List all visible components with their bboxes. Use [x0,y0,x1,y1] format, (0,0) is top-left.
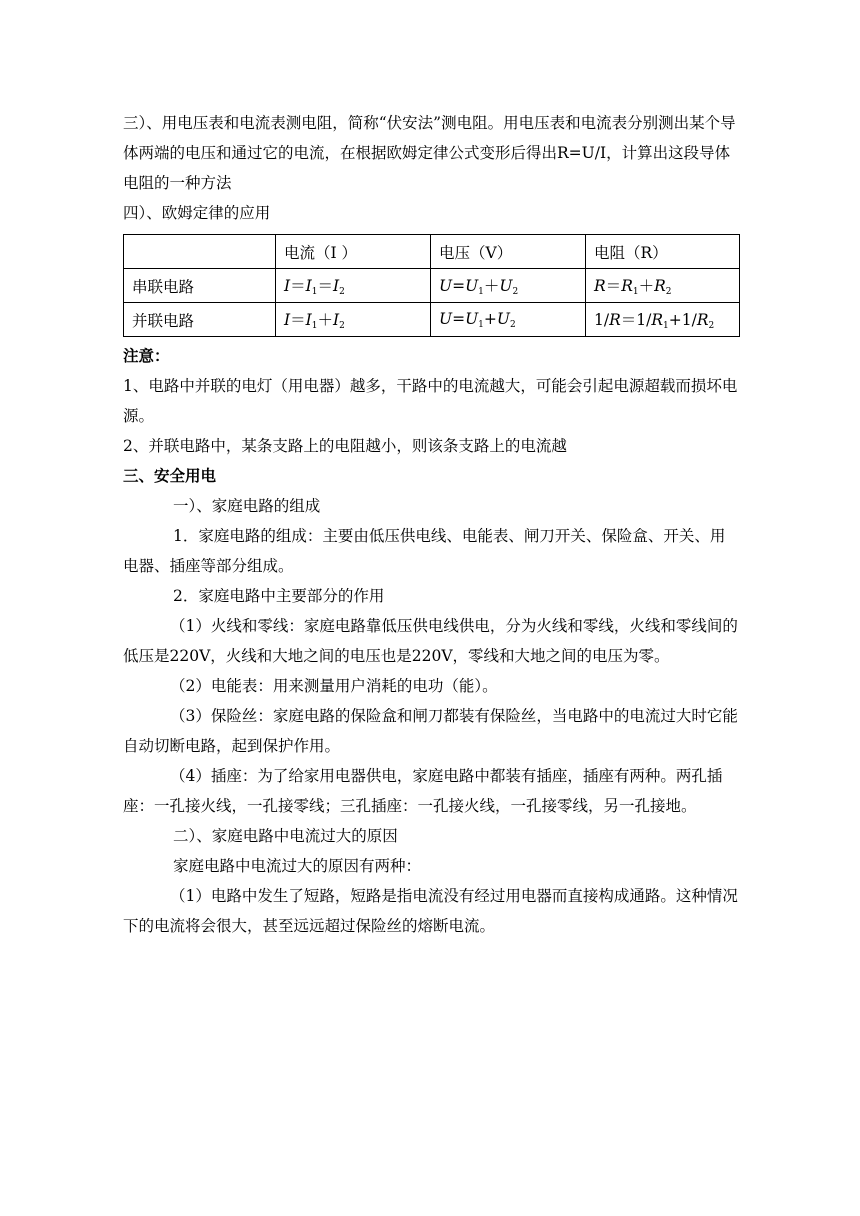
paragraph-circuit-composition: 1．家庭电路的组成：主要由低压供电线、电能表、闸刀开关、保险盒、开关、用电器、插座等部分组成。 [123,527,726,575]
paragraph-meter: （2）电能表：用来测量用户消耗的电功（能）。 [170,677,498,695]
row-label-parallel: 并联电路 [124,303,276,337]
table-header-empty [124,235,276,269]
table-header-resistance: 电阻（R） [586,235,740,269]
heading-household-circuit: 一）、家庭电路的组成 [173,497,321,515]
ohm-law-table [123,234,740,337]
formula-series-voltage: $U=U_1+U_2$ [431,269,586,303]
formula-parallel-voltage: $U=U_1+U_2$ [431,303,586,337]
row-label-series: 串联电路 [124,269,276,303]
paragraph-fuse: （3）保险丝：家庭电路的保险盒和闸刀都装有保险丝，当电路中的电流过大时它能自动切断电路，起到保护作用。 [123,707,738,755]
formula-series-resistance: $R=R_1+R_2$ [586,269,740,303]
heading-ohm-law-application: 四）、欧姆定律的应用 [123,204,271,222]
formula-parallel-resistance: $1/R=1/R_1+1/R_2$ [586,303,740,337]
section-safety-title: 三、安全用电 [123,466,217,485]
paragraph-overcurrent-reasons: 家庭电路中电流过大的原因有两种： [173,857,422,875]
table-row-series [124,269,740,303]
heading-overcurrent: 二）、家庭电路中电流过大的原因 [173,827,398,845]
paragraph-voltammetry: 三）、用电压表和电流表测电阻，简称“伏安法”测电阻。用电压表和电流表分别测出某个导体两端的电压和通过它的电流，在根据欧姆定律公式变形后得出R=U/I，计算出这段导体电阻的一种方法 [123,114,736,192]
formula-series-current: $I=I_1=I_2$ [276,269,431,303]
note-1: 1、电路中并联的电灯（用电器）越多，干路中的电流越大，可能会引起电源超载而损坏电源。 [123,377,738,425]
document-content [123,108,739,941]
formula-parallel-current: $I=I_1+I_2$ [276,303,431,337]
note-title: 注意： [123,346,170,365]
paragraph-short-circuit: （1）电路中发生了短路，短路是指电流没有经过用电器而直接构成通路。这种情况下的电流将会很大，甚至远远超过保险丝的熔断电流。 [123,887,738,935]
table-header-voltage: 电压（V） [431,235,586,269]
heading-main-parts: 2．家庭电路中主要部分的作用 [173,587,385,605]
note-2: 2、并联电路中，某条支路上的电阻越小，则该条支路上的电流越 [123,437,567,455]
paragraph-live-neutral: （1）火线和零线：家庭电路靠低压供电线供电，分为火线和零线，火线和零线间的低压是220V，火线和大地之间的电压也是220V，零线和大地之间的电压为零。 [123,617,738,665]
table-row-parallel [124,303,740,337]
table-header-current: 电流（I ） [276,235,431,269]
table-header-row [124,235,740,269]
paragraph-socket: （4）插座：为了给家用电器供电，家庭电路中都装有插座，插座有两种。两孔插座：一孔接火线，一孔接零线；三孔插座：一孔接火线，一孔接零线，另一孔接地。 [123,767,723,815]
